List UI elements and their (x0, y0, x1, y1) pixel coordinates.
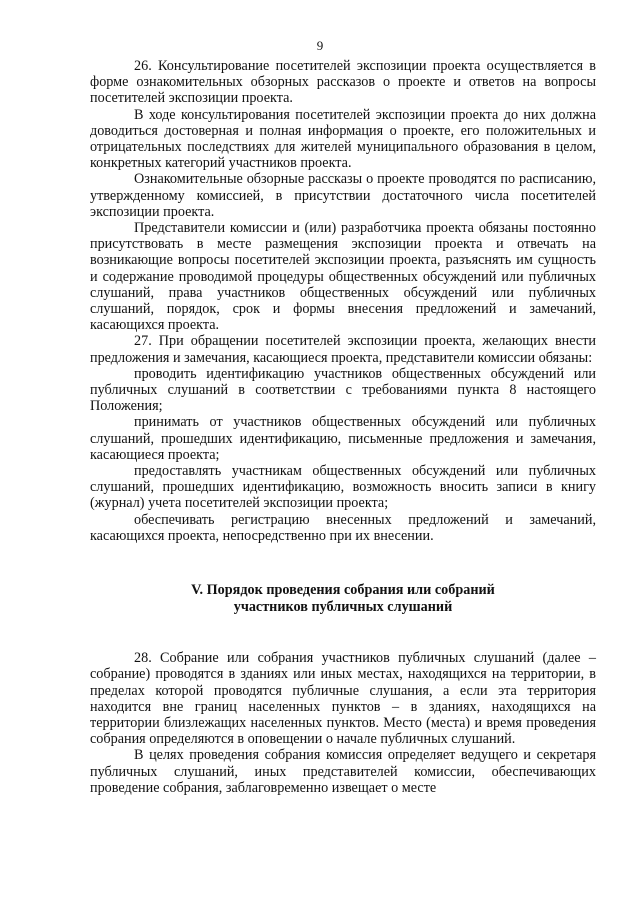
section-heading-line2: участников публичных слушаний (233, 598, 453, 615)
page-number: 9 (316, 38, 324, 53)
paragraph-27: 27. При обращении посетителей экспозиции проекта, желающих внести предложения и замечания, касающиеся проекта, представители комиссии обязаны: (90, 333, 596, 366)
paragraph-identification: проводить идентификацию участников общественных обсуждений или публичных слушаний в соответствии с требованиями пункта 8 настоящего Положения; (90, 365, 596, 415)
paragraph-overview-schedule: Ознакомительные обзорные рассказы о проекте проводятся по расписанию, утвержденному комиссией, в присутствии достаточного числа посетителей экспозиции проекта. (90, 171, 596, 220)
paragraph-accept-proposals: принимать от участников общественных обсуждений или публичных слушаний, прошедших идентификацию, письменные предложения и замечания, касающиеся проекта; (90, 414, 596, 463)
section-heading (90, 582, 596, 615)
paragraph-meeting-organization: В целях проведения собрания комиссия определяет ведущего и секретаря публичных слушаний, иных представителей комиссии, обеспечивающих проведение собрания, заблаговременно извещает о месте (90, 747, 596, 796)
document-body (90, 58, 596, 796)
paragraph-representatives-duties: Представители комиссии и (или) разработчика проекта обязаны постоянно присутствовать в месте размещения экспозиции проекта и отвечать на возникающие вопросы посетителей экспозиции проекта, разъяснять им сущность и содержание проводимой процедуры общественных обсуждений или публичных слушаний, права участников общественных обсуждений или публичных слушаний, порядок, срок и формы внесения предложений и замечаний, касающихся проекта. (90, 220, 596, 334)
section-heading-line1: V. Порядок проведения собрания или собраний (191, 582, 495, 599)
paragraph-28: 28. Собрание или собрания участников публичных слушаний (далее – собрание) проводятся в зданиях или иных местах, находящихся на территории, в пределах которой проводятся публичные слушания, а если эта территория находится вне границ населенных пунктов – в зданиях, находящихся на территории близлежащих населенных пунктов. Место (места) и время проведения собрания определяются в оповещении о начале публичных слушаний. (90, 650, 596, 748)
paragraph-consultation-info: В ходе консультирования посетителей экспозиции проекта до них должна доводиться достоверная и полная информация о проекте, его положительных и отрицательных последствиях для жителей муниципального образования в целом, конкретных категорий участников проекта. (90, 106, 596, 172)
paragraph-26: 26. Консультирование посетителей экспозиции проекта осуществляется в форме ознакомительных обзорных рассказов о проекте и ответов на вопросы посетителей экспозиции проекта. (90, 58, 596, 107)
paragraph-journal-records: предоставлять участникам общественных обсуждений или публичных слушаний, прошедших идентификацию, возможность вносить записи в книгу (журнал) учета посетителей экспозиции проекта; (90, 463, 596, 512)
paragraph-registration: обеспечивать регистрацию внесенных предложений и замечаний, касающихся проекта, непосредственно при их внесении. (90, 511, 596, 544)
